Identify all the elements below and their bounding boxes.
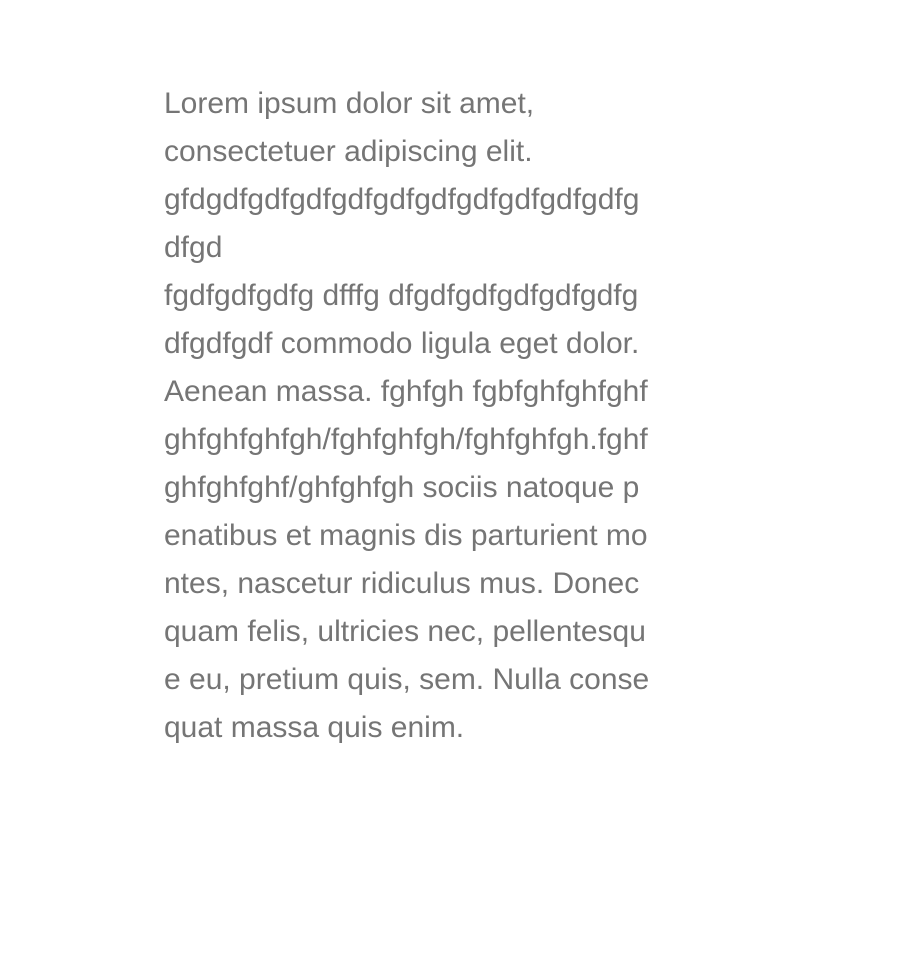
- paragraph-line: ghfghfghfgh/fghfghfgh/fghfghfgh.fghf: [164, 423, 648, 456]
- paragraph-line: enatibus et magnis dis parturient mo: [164, 519, 648, 552]
- paragraph-line: fgdfgdfgdfg dfffg dfgdfgdfgdfgdfgdfg: [164, 279, 639, 312]
- paragraph-line: consectetuer adipiscing elit.: [164, 135, 533, 168]
- paragraph-line: dfgd: [164, 231, 223, 264]
- paragraph-line: e eu, pretium quis, sem. Nulla conse: [164, 663, 650, 696]
- paragraph: [164, 80, 704, 752]
- paragraph-line: quat massa quis enim.: [164, 711, 465, 744]
- paragraph-line: quam felis, ultricies nec, pellentesqu: [164, 615, 646, 648]
- paragraph-line: gfdgdfgdfgdfgdfgdfgdfgdfgdfgdfgdfg: [164, 183, 640, 216]
- paragraph-line: Aenean massa. fghfgh fgbfghfghfghf: [164, 375, 648, 408]
- paragraph-line: ghfghfghf/ghfghfgh sociis natoque p: [164, 471, 640, 504]
- paragraph-line: Lorem ipsum dolor sit amet,: [164, 87, 535, 120]
- paragraph-line: dfgdfgdf commodo ligula eget dolor.: [164, 327, 640, 360]
- paragraph-line: ntes, nascetur ridiculus mus. Donec: [164, 567, 640, 600]
